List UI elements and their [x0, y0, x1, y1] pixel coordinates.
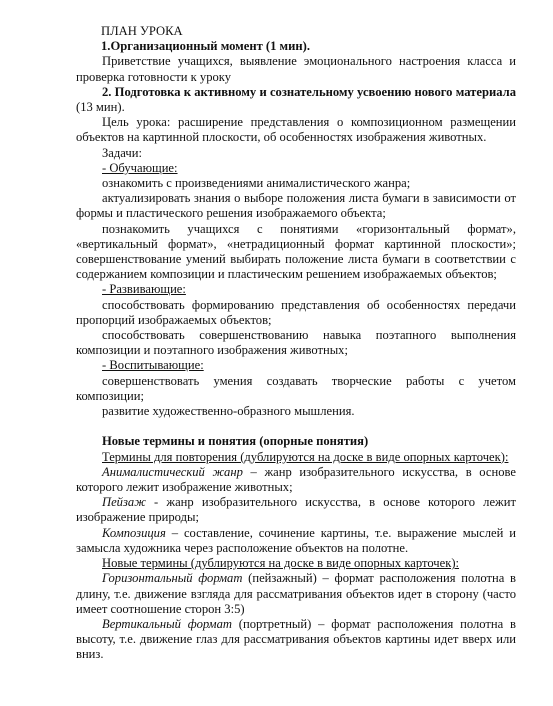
edu-label — [0, 161, 553, 176]
dev-item: способствовать совершенствованию навыка поэтапного выполнения композиции и поэтапного изображения животных; — [76, 328, 516, 358]
edu-item: ознакомить с произведениями анималистического жанра; — [102, 176, 411, 191]
doc-title: ПЛАН УРОКА — [101, 24, 183, 38]
edu-item: актуализировать знания о выборе положения листа бумаги в зависимости от формы и пластического решения изображаемого объекта; — [76, 191, 516, 221]
new-terms-label-text: Новые термины (дублируются на доске в виде опорных карточек): — [102, 556, 460, 571]
terms-heading: Новые термины и понятия (опорные понятия) — [102, 434, 369, 449]
term-name: Горизонтальный формат — [102, 571, 243, 586]
term-definition — [0, 495, 553, 525]
document-page — [0, 24, 553, 663]
bring-label-text: - Воспитывающие: — [102, 358, 204, 373]
repeat-label-text: Термины для повторения (дублируются на доске в виде опорных карточек): — [102, 449, 509, 464]
term-definition — [0, 571, 553, 617]
dev-label-text: - Развивающие: — [102, 282, 186, 297]
term-definition — [0, 617, 553, 663]
dev-item: способствовать формированию представления об особенностях передачи пропорций изображаемых объектов; — [76, 297, 516, 327]
lesson-goal: Цель урока: расширение представления о композиционном размещении объектов на картинной плоскости, об особенностях изображения животных. — [76, 115, 516, 145]
section-1-heading: 1.Организационный момент (1 мин). — [101, 39, 310, 54]
term-name: Пейзаж — [102, 495, 146, 510]
blank-line — [0, 419, 553, 434]
edu-item: познакомить учащихся с понятиями «горизонтальный формат», «вертикальный формат», «нетрадиционный формат картинной плоскости»; совершенствование умений выбирать положение листа бумаги в соответствии с содержанием композиции и пластическим решением изображаемых объектов; — [76, 221, 516, 282]
term-text: – жанр изобразительного искусства, в основе которого лежит изображение животных; — [76, 464, 516, 495]
term-name: Композиция — [102, 525, 166, 540]
bring-label — [0, 358, 553, 373]
term-definition — [0, 526, 553, 556]
section-2-heading-text: 2. Подготовка к активному и сознательному усвоению нового материала — [102, 84, 516, 99]
bring-item: совершенствовать умения создавать творческие работы с учетом композиции; — [76, 373, 516, 403]
dev-label — [0, 282, 553, 297]
term-name: Вертикальный формат — [102, 616, 232, 631]
tasks-label: Задачи: — [102, 145, 142, 160]
section-2-time: (13 мин). — [76, 100, 125, 115]
term-text: - жанр изобразительного искусства, в основе которого лежит изображение природы; — [76, 495, 516, 525]
edu-label-text: - Обучающие: — [102, 160, 178, 175]
bring-item: развитие художественно-образного мышления. — [102, 404, 355, 419]
new-terms-label — [0, 556, 553, 571]
section-2-heading — [0, 85, 553, 115]
term-name: Анималистический жанр — [102, 464, 243, 479]
term-text: (портретный) – формат расположения полотна в высоту, т.е. движение глаз для рассматривания объектов картины идет вверх или вниз. — [76, 616, 516, 662]
section-1-text: Приветствие учащихся, выявление эмоционального настроения класса и проверка готовности к уроку — [76, 54, 516, 84]
term-definition — [0, 465, 553, 495]
repeat-label — [0, 450, 553, 465]
term-text: – составление, сочинение картины, т.е. выражение мыслей и замысла художника через расположение объектов на полотне. — [76, 525, 516, 555]
term-text: (пейзажный) – формат расположения полотна в длину, т.е. движение взгляда для рассматривания объектов идет в сторону (часто имеет соотношение сторон 3:5) — [76, 571, 517, 616]
